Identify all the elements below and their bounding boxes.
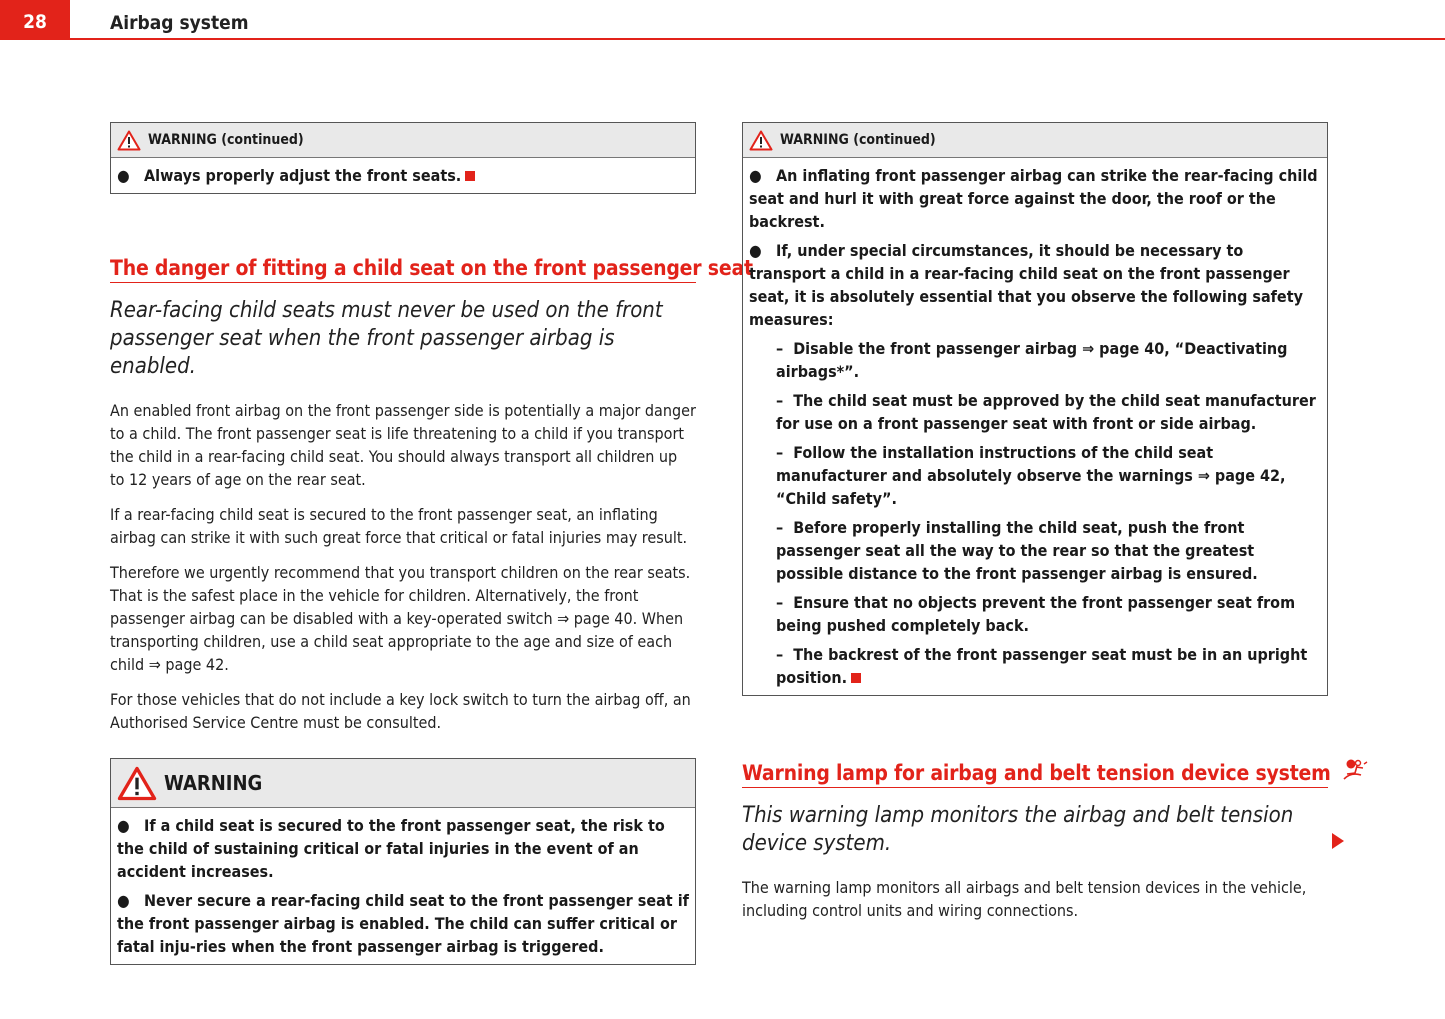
section-heading: Warning lamp for airbag and belt tension device system	[742, 758, 1328, 788]
right-column	[742, 122, 1331, 934]
warning-body	[111, 808, 695, 964]
paragraph: If a rear-facing child seat is secured to the front passenger seat, an inflating airbag can strike it with such great force that critical or fatal injuries may result.	[110, 505, 688, 547]
warning-item: ● Never secure a rear-facing child seat to the front passenger seat if the front passenger airbag is enabled. The child can suffer critical or fatal inju-ries when the front passenger airbag is triggered.	[117, 891, 689, 956]
page-title: Airbag system	[110, 12, 249, 34]
bullet-icon: ●	[749, 241, 762, 260]
warning-triangle-icon	[117, 766, 157, 801]
bullet-icon: ●	[117, 816, 130, 835]
left-column	[110, 122, 753, 965]
warning-sub-item: – Ensure that no objects prevent the front passenger seat from being pushed completely back.	[776, 593, 1296, 635]
warning-sub-item: – Follow the installation instructions of the child seat manufacturer and absolutely observe the warnings ⇒ page 42, “Child safety”.	[776, 443, 1286, 508]
section-intro: Rear-facing child seats must never be used on the front passenger seat when the front passenger airbag is enabled.	[110, 298, 663, 379]
warning-title: WARNING	[164, 771, 263, 795]
warning-title: WARNING (continued)	[780, 132, 936, 148]
continue-arrow-icon	[1332, 833, 1344, 849]
warning-triangle-icon	[117, 130, 141, 151]
warning-triangle-icon	[749, 130, 773, 151]
paragraph: An enabled front airbag on the front passenger side is potentially a major danger to a child. The front passenger seat is life threatening to a child if you transport the child in a rear-facing child seat. You should always transport all children up to 12 years of age on the rear seat.	[110, 401, 696, 489]
bullet-icon: ●	[117, 891, 130, 910]
warning-item: ● An inflating front passenger airbag can strike the rear-facing child seat and hurl it with great force against the door, the roof or the backrest.	[749, 166, 1318, 231]
warning-item: ● If a child seat is secured to the front passenger seat, the risk to the child of sustaining critical or fatal injuries in the event of an accident increases.	[117, 816, 665, 881]
warning-body	[111, 158, 695, 193]
bullet-icon: ●	[117, 166, 130, 185]
warning-item: ● Always properly adjust the front seats.	[117, 164, 689, 187]
airbag-warning-lamp-icon	[1341, 758, 1369, 782]
end-of-section-icon	[465, 171, 475, 181]
section-body	[742, 876, 1328, 922]
warning-item: ● If, under special circumstances, it should be necessary to transport a child in a rear-facing child seat on the front passenger seat, it is absolutely essential that you observe the following safety measures:	[749, 241, 1303, 329]
warning-sub-item: – Disable the front passenger airbag ⇒ page 40, “Deactivating airbags*”.	[776, 339, 1288, 381]
paragraph: The warning lamp monitors all airbags and belt tension devices in the vehicle, including control units and wiring connections.	[742, 878, 1307, 920]
warning-continued-box	[742, 122, 1328, 696]
end-of-section-icon	[851, 673, 861, 683]
section-heading: The danger of fitting a child seat on the front passenger seat	[110, 256, 696, 283]
warning-box	[110, 758, 696, 965]
bullet-icon: ●	[749, 166, 762, 185]
warning-lamp-section	[742, 758, 1331, 922]
warning-sub-item: – Before properly installing the child seat, push the front passenger seat all the way to the rear so that the greatest possible distance to the front passenger airbag is ensured.	[776, 518, 1258, 583]
header-rule	[70, 38, 1445, 40]
page-number: 28	[0, 0, 70, 40]
child-seat-section	[110, 256, 753, 734]
warning-header	[743, 123, 1327, 158]
section-body	[110, 399, 696, 734]
warning-body	[743, 158, 1327, 695]
section-intro: This warning lamp monitors the airbag and belt tension device system.	[742, 803, 1294, 856]
warning-header	[111, 123, 695, 158]
warning-title: WARNING (continued)	[148, 132, 304, 148]
page-header	[0, 0, 1445, 41]
warning-continued-box	[110, 122, 696, 194]
paragraph: Therefore we urgently recommend that you transport children on the rear seats. That is the safest place in the vehicle for children. Alternatively, the front passenger airbag can be disabled with a key-operated switch ⇒ page 40. When transporting children, use a child seat appropriate to the age and size of each child ⇒ page 42.	[110, 563, 691, 674]
warning-header	[111, 759, 695, 808]
warning-sub-item: – The backrest of the front passenger seat must be in an upright position.	[776, 645, 1308, 687]
warning-sub-item: – The child seat must be approved by the child seat manufacturer for use on a front passenger seat with front or side airbag.	[776, 391, 1316, 433]
paragraph: For those vehicles that do not include a key lock switch to turn the airbag off, an Authorised Service Centre must be consulted.	[110, 690, 691, 732]
